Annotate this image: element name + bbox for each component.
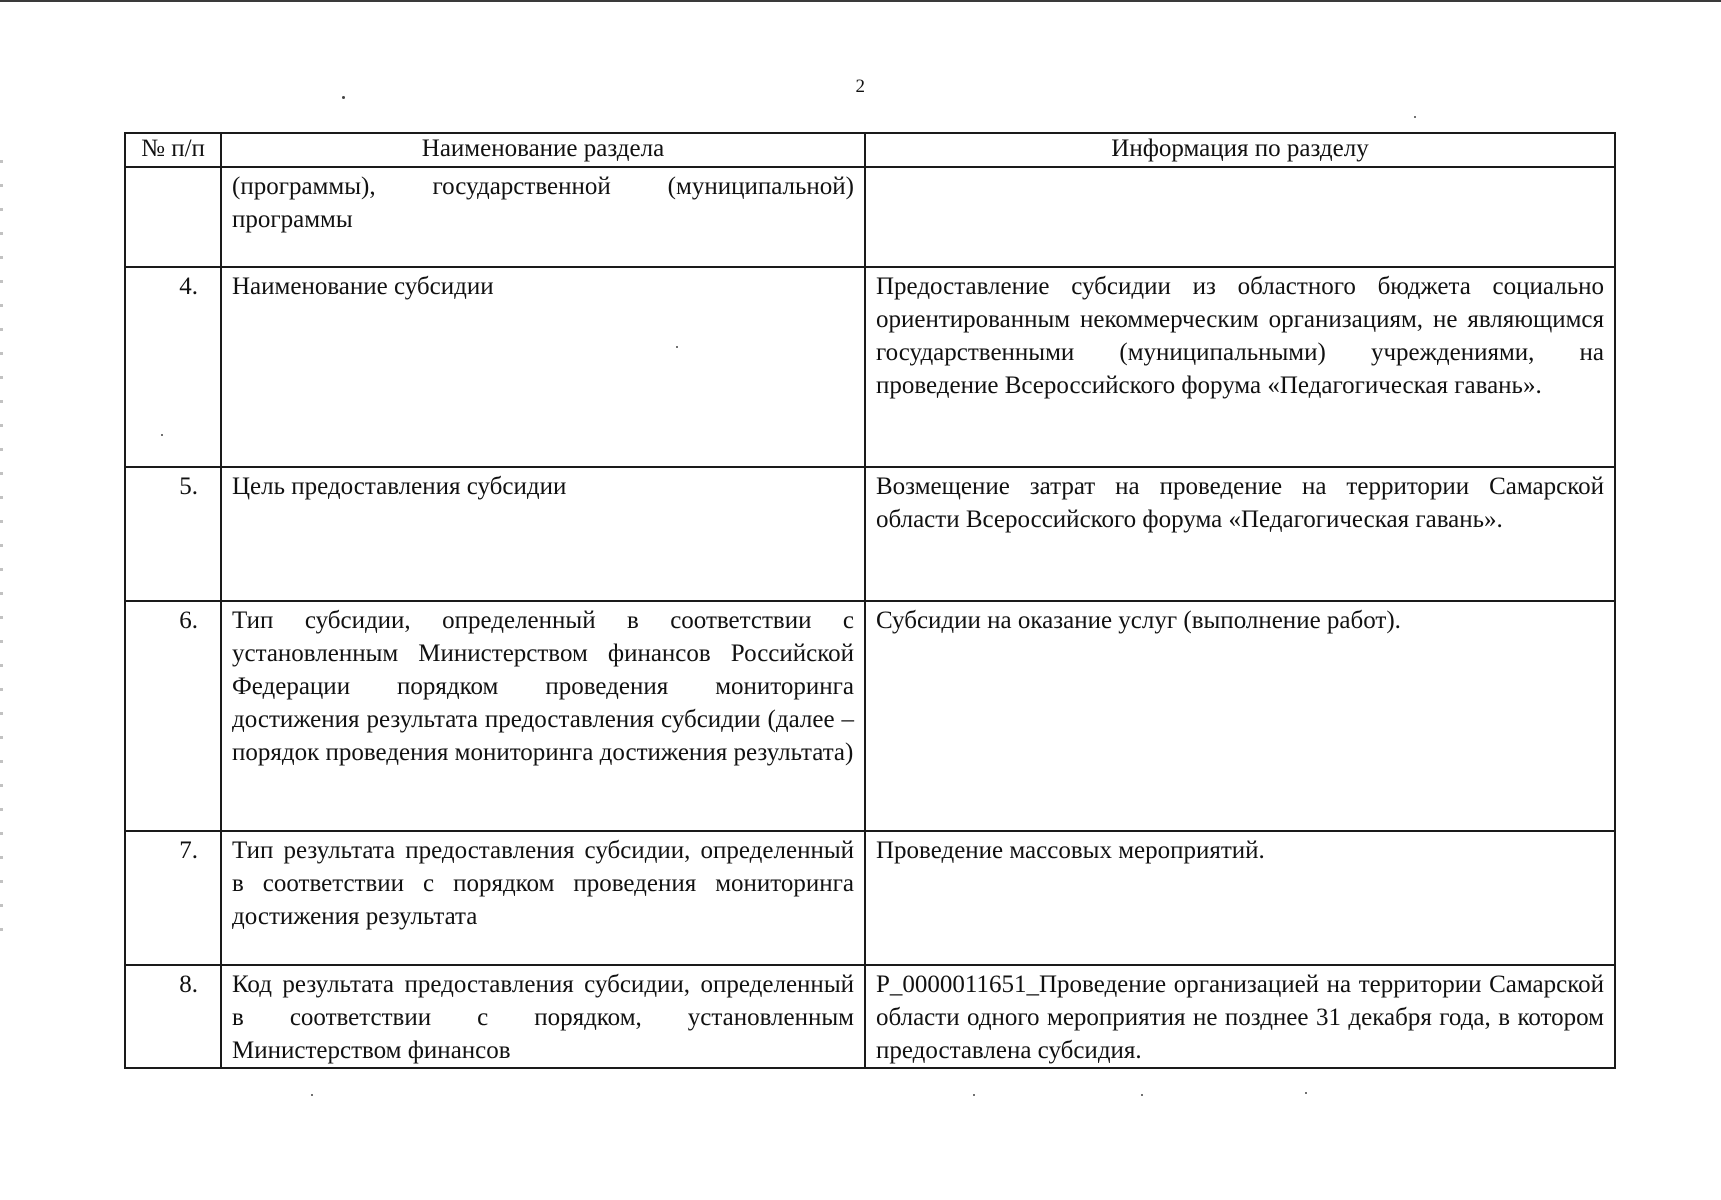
- header-section-name: Наименование раздела: [221, 133, 865, 167]
- section-info: Проведение массовых мероприятий.: [865, 831, 1615, 965]
- scan-speck: [1414, 116, 1416, 118]
- section-info: Возмещение затрат на проведение на территории Самарской области Всероссийского форума «Педагогическая гавань».: [865, 467, 1615, 601]
- header-section-info: Информация по разделу: [865, 133, 1615, 167]
- scan-speck: [1305, 1092, 1307, 1094]
- table-row: [125, 601, 1615, 831]
- section-name: Тип субсидии, определенный в соответствии с установленным Министерством финансов Российской Федерации порядком проведения мониторинга достижения результата предоставления субсидии (далее – порядок проведения мониторинга достижения результата): [221, 601, 865, 831]
- section-name: Тип результата предоставления субсидии, определенный в соответствии с порядком проведения мониторинга достижения результата: [221, 831, 865, 965]
- scan-edge-marks: [0, 160, 3, 940]
- section-info: Предоставление субсидии из областного бюджета социально ориентированным некоммерческим организациям, не являющимся государственными (муниципальными) учреждениями, на проведение Всероссийского форума «Педагогическая гавань».: [865, 267, 1615, 467]
- section-info: P_0000011651_Проведение организацией на территории Самарской области одного мероприятия не позднее 31 декабря года, в котором предоставлена субсидия.: [865, 965, 1615, 1068]
- row-number: [125, 167, 221, 267]
- row-number: 5.: [125, 467, 221, 601]
- row-number: 6.: [125, 601, 221, 831]
- row-number: 8.: [125, 965, 221, 1068]
- top-border-line: [0, 0, 1721, 2]
- row-number: 7.: [125, 831, 221, 965]
- section-name: Наименование субсидии: [221, 267, 865, 467]
- scan-speck: [973, 1094, 975, 1096]
- table-header-row: [125, 133, 1615, 167]
- table-row: [125, 267, 1615, 467]
- subsidy-info-table: [124, 132, 1616, 1069]
- section-name: Цель предоставления субсидии: [221, 467, 865, 601]
- table-row: [125, 467, 1615, 601]
- section-name: (программы), государственной (муниципальной) программы: [221, 167, 865, 267]
- scan-speck: [1141, 1094, 1143, 1096]
- table-row: [125, 167, 1615, 267]
- table-row: [125, 965, 1615, 1068]
- section-info: Субсидии на оказание услуг (выполнение работ).: [865, 601, 1615, 831]
- scan-speck: [311, 1094, 313, 1096]
- section-info: [865, 167, 1615, 267]
- table-row: [125, 831, 1615, 965]
- section-name: Код результата предоставления субсидии, определенный в соответствии с порядком, установленным Министерством финансов: [221, 965, 865, 1068]
- page-number: 2: [855, 76, 866, 97]
- row-number: 4.: [125, 267, 221, 467]
- header-number: № п/п: [125, 133, 221, 167]
